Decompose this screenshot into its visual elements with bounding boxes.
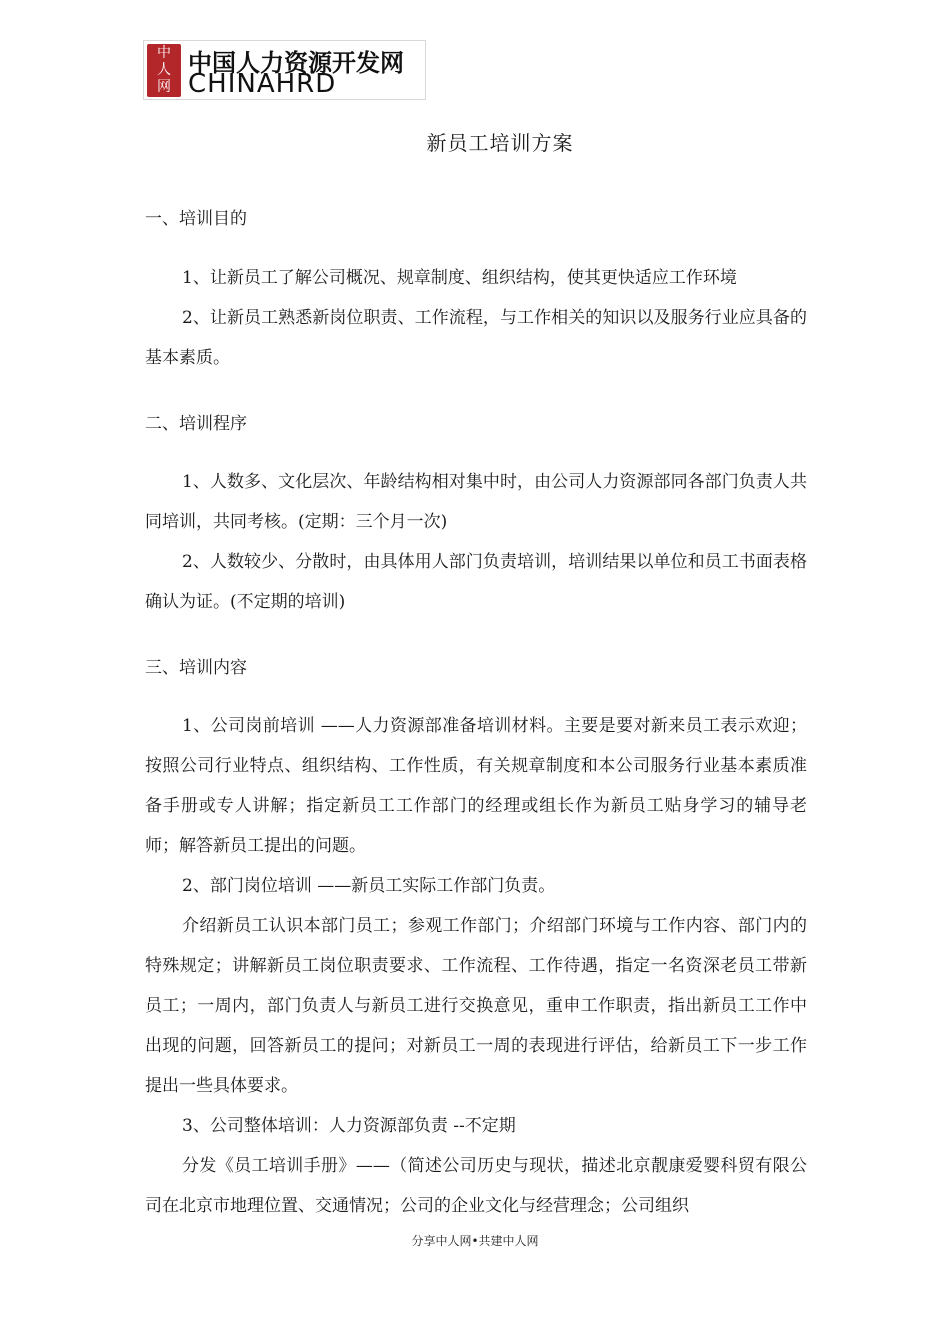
paragraph: 3、公司整体培训：人力资源部负责 --不定期 [182, 1116, 516, 1136]
logo-seal-char-1: 中 [157, 45, 171, 61]
paragraph: 2、部门岗位培训 ——新员工实际工作部门负责。 [182, 876, 556, 896]
page-footer: 分享中人网•共建中人网 [411, 1234, 539, 1248]
document-title: 新员工培训方案 [426, 131, 574, 155]
logo-seal-char-3: 网 [157, 79, 171, 95]
paragraph: 介绍新员工认识本部门员工；参观工作部门；介绍部门环境与工作内容、部门内的特殊规定；讲解新员工岗位职责要求、工作流程、工作待遇，指定一名资深老员工带新员工；一周内，部门负责人与新员工进行交换意见，重申工作职责，指出新员工工作中出现的问题，回答新员工的提问；对新员工一周的表现进行评估，给新员工下一步工作提出一些具体要求。 [145, 916, 807, 1096]
paragraph: 2、人数较少、分散时，由具体用人部门负责培训，培训结果以单位和员工书面表格确认为证。(不定期的培训) [145, 552, 807, 612]
paragraph: 1、让新员工了解公司概况、规章制度、组织结构，使其更快适应工作环境 [182, 268, 737, 288]
chinahrd-logo [143, 40, 426, 100]
logo-english-name: CHINAHRD [188, 69, 337, 99]
paragraph: 1、公司岗前培训 ——人力资源部准备培训材料。主要是要对新来员工表示欢迎；按照公司行业特点、组织结构、工作性质，有关规章制度和本公司服务行业基本素质准备手册或专人讲解；指定新员工工作部门的经理或组长作为新员工贴身学习的辅导老师；解答新员工提出的问题。 [145, 716, 807, 856]
section-heading-procedure: 二、培训程序 [145, 414, 247, 434]
logo-chinese-name: 中国人力资源开发网 [188, 49, 404, 77]
paragraph: 2、让新员工熟悉新岗位职责、工作流程，与工作相关的知识以及服务行业应具备的基本素质。 [145, 308, 807, 368]
logo-seal [147, 44, 181, 97]
paragraph: 分发《员工培训手册》——（简述公司历史与现状，描述北京靓康爱婴科贸有限公司在北京市地理位置、交通情况；公司的企业文化与经营理念；公司组织 [145, 1156, 807, 1216]
section-heading-purpose: 一、培训目的 [145, 209, 247, 229]
section-heading-content: 三、培训内容 [145, 658, 247, 678]
paragraph: 1、人数多、文化层次、年龄结构相对集中时，由公司人力资源部同各部门负责人共同培训，共同考核。(定期：三个月一次) [145, 472, 807, 532]
logo-seal-char-2: 人 [157, 62, 171, 78]
